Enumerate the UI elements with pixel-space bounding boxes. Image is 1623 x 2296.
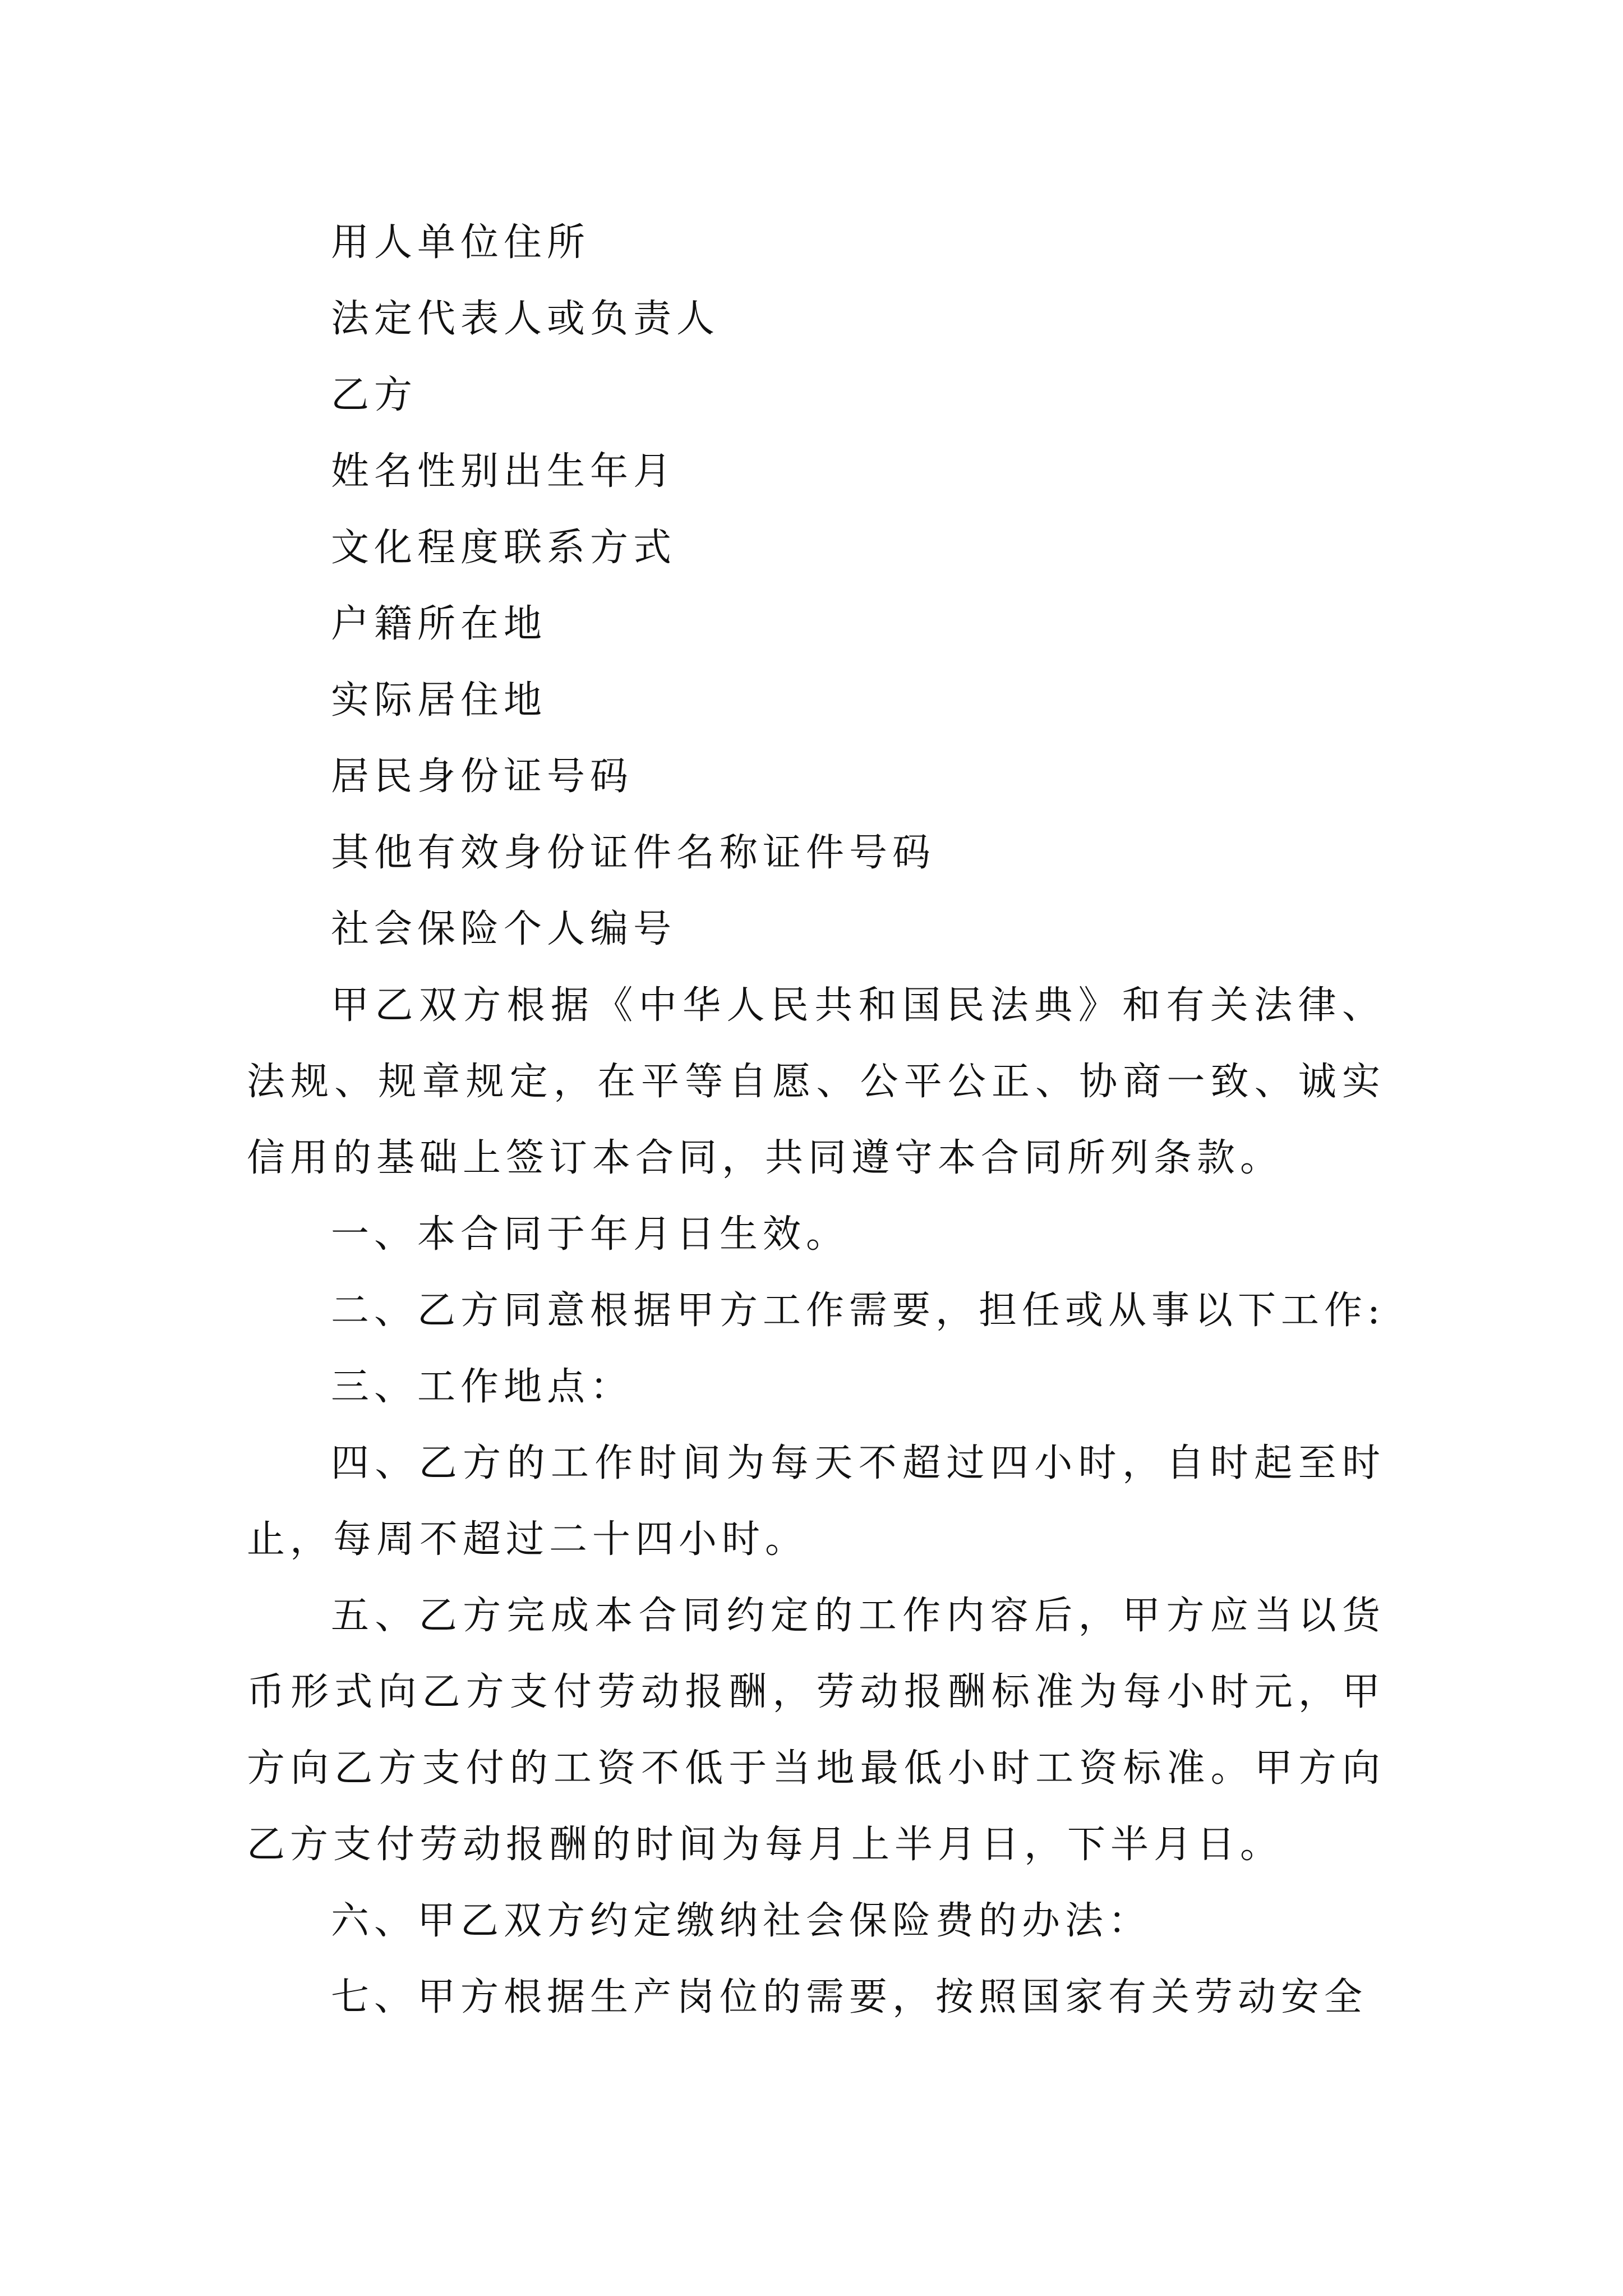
clause-2: 二、乙方同意根据甲方工作需要，担任或从事以下工作: xyxy=(331,1289,1385,1333)
field-education-contact: 文化程度联系方式 xyxy=(331,526,677,570)
field-name-gender-birth: 姓名性别出生年月 xyxy=(331,449,677,494)
clause-7: 七、甲方根据生产岗位的需要，按照国家有关劳动安全 xyxy=(331,1975,1368,2019)
field-social-insurance-number: 社会保险个人编号 xyxy=(331,907,677,951)
clause-6: 六、甲乙双方约定缴纳社会保险费的办法： xyxy=(331,1899,1152,1943)
field-id-number: 居民身份证号码 xyxy=(331,754,634,799)
clause-1: 一、本合同于年月日生效。 xyxy=(331,1212,850,1257)
clause-3: 三、工作地点： xyxy=(331,1365,634,1409)
field-legal-representative: 法定代表人或负责人 xyxy=(331,297,720,341)
field-employer-address: 用人单位住所 xyxy=(331,220,591,265)
clause-4: 四、乙方的工作时间为每天不超过四小时，自时起至时止，每周不超过二十四小时。 xyxy=(247,1441,1385,1562)
contract-body xyxy=(247,205,1385,2036)
field-actual-residence: 实际居住地 xyxy=(331,678,547,723)
clause-5: 五、乙方完成本合同约定的工作内容后，甲方应当以货币形式向乙方支付劳动报酬，劳动报酬标准为每小时元，甲方向乙方支付的工资不低于当地最低小时工资标准。甲方向乙方支付劳动报酬的时间为每月上半月日，下半月日。 xyxy=(247,1594,1385,1867)
field-other-id: 其他有效身份证件名称证件号码 xyxy=(331,831,936,875)
field-party-b: 乙方 xyxy=(331,373,418,417)
preamble-paragraph: 甲乙双方根据《中华人民共和国民法典》和有关法律、法规、规章规定，在平等自愿、公平公正、协商一致、诚实信用的基础上签订本合同，共同遵守本合同所列条款。 xyxy=(247,983,1385,1180)
field-household-registration: 户籍所在地 xyxy=(331,602,547,646)
